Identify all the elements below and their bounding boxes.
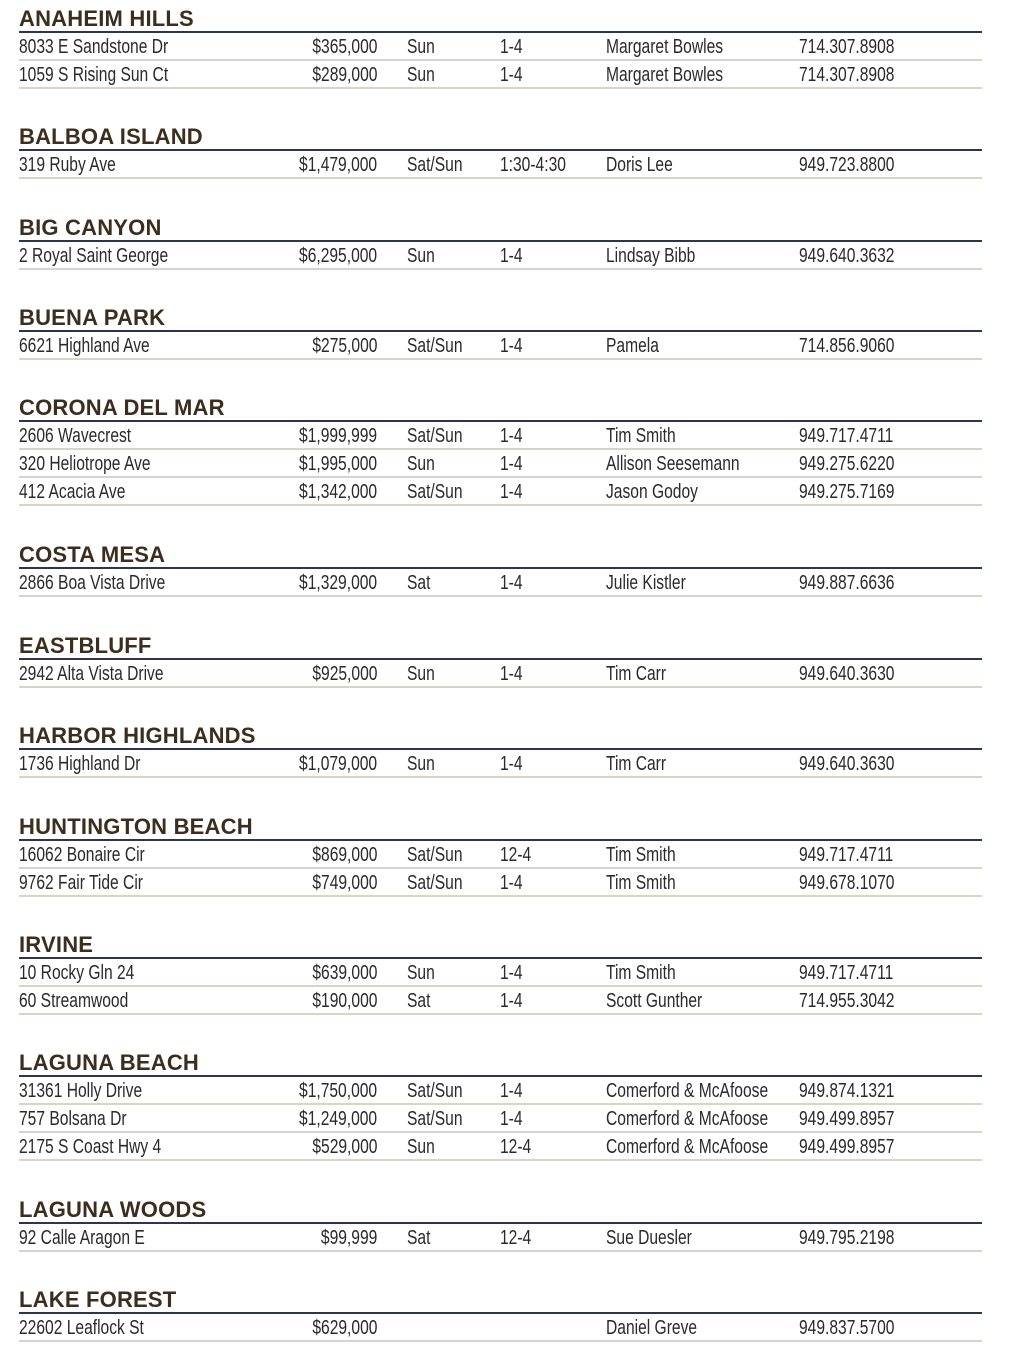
neighborhood-heading: BUENA PARK bbox=[19, 299, 982, 332]
listing-days: Sun bbox=[407, 663, 435, 685]
listing-hours: 1-4 bbox=[500, 753, 523, 775]
listing-address: 412 Acacia Ave bbox=[19, 481, 126, 503]
listing-address: 757 Bolsana Dr bbox=[19, 1108, 127, 1130]
listing-days: Sat bbox=[407, 572, 431, 594]
listing-hours: 1-4 bbox=[500, 481, 523, 503]
listing-phone: 714.856.9060 bbox=[799, 335, 895, 357]
listing-hours: 1-4 bbox=[500, 36, 523, 58]
neighborhood-section bbox=[19, 1281, 982, 1342]
listing-hours: 1-4 bbox=[500, 335, 523, 357]
listing-hours: 1-4 bbox=[500, 1080, 523, 1102]
listing-hours: 1-4 bbox=[500, 663, 523, 685]
listing-row bbox=[19, 987, 982, 1015]
listing-agent: Scott Gunther bbox=[606, 990, 703, 1012]
listing-hours: 1-4 bbox=[500, 245, 523, 267]
listing-phone: 949.499.8957 bbox=[799, 1108, 895, 1130]
neighborhood-section bbox=[19, 118, 982, 179]
neighborhood-heading: CORONA DEL MAR bbox=[19, 389, 982, 422]
listing-row bbox=[19, 151, 982, 179]
listing-row bbox=[19, 422, 982, 450]
neighborhood-section bbox=[19, 389, 982, 506]
neighborhood-section bbox=[19, 1191, 982, 1252]
listing-address: 9762 Fair Tide Cir bbox=[19, 872, 143, 894]
listing-row bbox=[19, 959, 982, 987]
listing-address: 2 Royal Saint George bbox=[19, 245, 169, 267]
listing-address: 1059 S Rising Sun Ct bbox=[19, 64, 169, 86]
listing-hours: 1-4 bbox=[500, 64, 523, 86]
listing-row bbox=[19, 450, 982, 478]
neighborhood-heading: BALBOA ISLAND bbox=[19, 118, 982, 151]
listing-days: Sat/Sun bbox=[407, 1080, 463, 1102]
neighborhood-heading: HARBOR HIGHLANDS bbox=[19, 717, 982, 750]
listing-address: 2175 S Coast Hwy 4 bbox=[19, 1136, 162, 1158]
listing-price: $1,342,000 bbox=[298, 481, 377, 503]
listing-price: $6,295,000 bbox=[298, 245, 377, 267]
listing-agent: Margaret Bowles bbox=[606, 64, 724, 86]
listing-days: Sun bbox=[407, 962, 435, 984]
listing-hours: 1-4 bbox=[500, 872, 523, 894]
listing-address: 60 Streamwood bbox=[19, 990, 129, 1012]
listing-agent: Comerford & McAfoose bbox=[606, 1080, 769, 1102]
listing-address: 6621 Highland Ave bbox=[19, 335, 150, 357]
listing-hours: 1-4 bbox=[500, 453, 523, 475]
listing-address: 22602 Leaflock St bbox=[19, 1317, 144, 1339]
listing-phone: 949.874.1321 bbox=[799, 1080, 895, 1102]
listing-days: Sun bbox=[407, 1136, 435, 1158]
listing-days: Sun bbox=[407, 753, 435, 775]
listing-days: Sun bbox=[407, 64, 435, 86]
neighborhood-section bbox=[19, 717, 982, 778]
listing-price: $289,000 bbox=[311, 64, 377, 86]
listing-agent: Julie Kistler bbox=[606, 572, 686, 594]
neighborhood-heading: BIG CANYON bbox=[19, 209, 982, 242]
listing-price: $1,750,000 bbox=[298, 1080, 377, 1102]
listing-row bbox=[19, 332, 982, 360]
neighborhood-section bbox=[19, 926, 982, 1015]
listing-agent: Sue Duesler bbox=[606, 1227, 692, 1249]
listing-agent: Tim Carr bbox=[606, 753, 667, 775]
neighborhood-heading: LAGUNA BEACH bbox=[19, 1044, 982, 1077]
listing-row bbox=[19, 1314, 982, 1342]
neighborhood-section bbox=[19, 536, 982, 597]
listing-agent: Tim Carr bbox=[606, 663, 667, 685]
listing-price: $869,000 bbox=[311, 844, 377, 866]
listing-days: Sun bbox=[407, 245, 435, 267]
listing-days: Sat/Sun bbox=[407, 844, 463, 866]
listing-phone: 949.499.8957 bbox=[799, 1136, 895, 1158]
listing-address: 92 Calle Aragon E bbox=[19, 1227, 145, 1249]
listing-price: $925,000 bbox=[311, 663, 377, 685]
listing-agent: Tim Smith bbox=[606, 425, 676, 447]
listing-price: $190,000 bbox=[311, 990, 377, 1012]
listing-days: Sat/Sun bbox=[407, 1108, 463, 1130]
listing-days: Sat bbox=[407, 990, 431, 1012]
listing-phone: 949.795.2198 bbox=[799, 1227, 895, 1249]
listing-address: 10 Rocky Gln 24 bbox=[19, 962, 135, 984]
listing-agent: Doris Lee bbox=[606, 154, 673, 176]
neighborhood-heading: ANAHEIM HILLS bbox=[19, 0, 982, 33]
listing-days: Sat/Sun bbox=[407, 872, 463, 894]
listing-phone: 949.275.7169 bbox=[799, 481, 895, 503]
neighborhood-section bbox=[19, 808, 982, 897]
listing-days: Sat/Sun bbox=[407, 481, 463, 503]
neighborhood-section bbox=[19, 299, 982, 360]
listing-price: $1,329,000 bbox=[298, 572, 377, 594]
listing-address: 2606 Wavecrest bbox=[19, 425, 132, 447]
listing-address: 31361 Holly Drive bbox=[19, 1080, 143, 1102]
neighborhood-heading: LAGUNA WOODS bbox=[19, 1191, 982, 1224]
listing-hours: 12-4 bbox=[500, 844, 532, 866]
listing-days: Sat/Sun bbox=[407, 425, 463, 447]
listing-row bbox=[19, 841, 982, 869]
listing-agent: Allison Seesemann bbox=[606, 453, 740, 475]
listing-hours: 12-4 bbox=[500, 1227, 532, 1249]
listing-address: 320 Heliotrope Ave bbox=[19, 453, 151, 475]
neighborhood-section bbox=[19, 1044, 982, 1161]
listing-hours: 1-4 bbox=[500, 572, 523, 594]
listing-price: $749,000 bbox=[311, 872, 377, 894]
listing-row bbox=[19, 1133, 982, 1161]
neighborhood-section bbox=[19, 0, 982, 89]
listing-days: Sat bbox=[407, 1227, 431, 1249]
neighborhood-section bbox=[19, 209, 982, 270]
listing-phone: 949.640.3632 bbox=[799, 245, 895, 267]
listing-row bbox=[19, 869, 982, 897]
neighborhood-heading: HUNTINGTON BEACH bbox=[19, 808, 982, 841]
listing-phone: 949.723.8800 bbox=[799, 154, 895, 176]
neighborhood-heading: COSTA MESA bbox=[19, 536, 982, 569]
neighborhood-section bbox=[19, 627, 982, 688]
listing-price: $1,479,000 bbox=[298, 154, 377, 176]
neighborhood-heading: LAKE FOREST bbox=[19, 1281, 982, 1314]
listing-days: Sun bbox=[407, 453, 435, 475]
listing-agent: Comerford & McAfoose bbox=[606, 1136, 769, 1158]
listing-hours: 1:30-4:30 bbox=[500, 154, 566, 176]
listing-hours: 1-4 bbox=[500, 1108, 523, 1130]
listing-hours: 12-4 bbox=[500, 1136, 532, 1158]
listing-days: Sat/Sun bbox=[407, 154, 463, 176]
listing-hours: 1-4 bbox=[500, 425, 523, 447]
listing-days: Sat/Sun bbox=[407, 335, 463, 357]
listing-address: 1736 Highland Dr bbox=[19, 753, 141, 775]
listing-phone: 714.307.8908 bbox=[799, 36, 895, 58]
listing-phone: 949.837.5700 bbox=[799, 1317, 895, 1339]
neighborhood-heading: IRVINE bbox=[19, 926, 982, 959]
listing-address: 8033 E Sandstone Dr bbox=[19, 36, 169, 58]
listing-price: $1,249,000 bbox=[298, 1108, 377, 1130]
listing-row bbox=[19, 33, 982, 61]
listing-agent: Jason Godoy bbox=[606, 481, 698, 503]
listing-agent: Tim Smith bbox=[606, 844, 676, 866]
listing-price: $1,079,000 bbox=[298, 753, 377, 775]
listing-address: 2866 Boa Vista Drive bbox=[19, 572, 166, 594]
listing-agent: Tim Smith bbox=[606, 962, 676, 984]
neighborhood-heading: EASTBLUFF bbox=[19, 627, 982, 660]
listing-agent: Lindsay Bibb bbox=[606, 245, 696, 267]
listing-phone: 949.275.6220 bbox=[799, 453, 895, 475]
listing-row bbox=[19, 569, 982, 597]
listing-phone: 949.887.6636 bbox=[799, 572, 895, 594]
listing-price: $275,000 bbox=[311, 335, 377, 357]
listing-agent: Pamela bbox=[606, 335, 659, 357]
listing-phone: 949.640.3630 bbox=[799, 663, 895, 685]
listing-price: $1,999,999 bbox=[298, 425, 377, 447]
listing-row bbox=[19, 750, 982, 778]
listing-phone: 949.717.4711 bbox=[799, 962, 894, 984]
listing-price: $529,000 bbox=[311, 1136, 377, 1158]
listing-phone: 949.678.1070 bbox=[799, 872, 895, 894]
listing-hours: 1-4 bbox=[500, 962, 523, 984]
listing-agent: Margaret Bowles bbox=[606, 36, 724, 58]
listing-agent: Comerford & McAfoose bbox=[606, 1108, 769, 1130]
listing-address: 2942 Alta Vista Drive bbox=[19, 663, 164, 685]
listing-row bbox=[19, 242, 982, 270]
listing-days: Sun bbox=[407, 36, 435, 58]
listing-phone: 714.307.8908 bbox=[799, 64, 895, 86]
listing-phone: 949.717.4711 bbox=[799, 425, 894, 447]
listing-hours: 1-4 bbox=[500, 990, 523, 1012]
listing-phone: 949.640.3630 bbox=[799, 753, 895, 775]
listing-row bbox=[19, 61, 982, 89]
listing-price: $639,000 bbox=[311, 962, 377, 984]
listing-phone: 949.717.4711 bbox=[799, 844, 894, 866]
listing-price: $365,000 bbox=[311, 36, 377, 58]
listing-row bbox=[19, 1077, 982, 1105]
listing-price: $629,000 bbox=[311, 1317, 377, 1339]
listing-row bbox=[19, 1224, 982, 1252]
listing-address: 319 Ruby Ave bbox=[19, 154, 116, 176]
listing-phone: 714.955.3042 bbox=[799, 990, 895, 1012]
listing-row bbox=[19, 478, 982, 506]
listing-agent: Tim Smith bbox=[606, 872, 676, 894]
listing-row bbox=[19, 1105, 982, 1133]
listing-address: 16062 Bonaire Cir bbox=[19, 844, 145, 866]
listing-price: $1,995,000 bbox=[298, 453, 377, 475]
listing-price: $99,999 bbox=[320, 1227, 377, 1249]
listing-row bbox=[19, 660, 982, 688]
listing-agent: Daniel Greve bbox=[606, 1317, 698, 1339]
